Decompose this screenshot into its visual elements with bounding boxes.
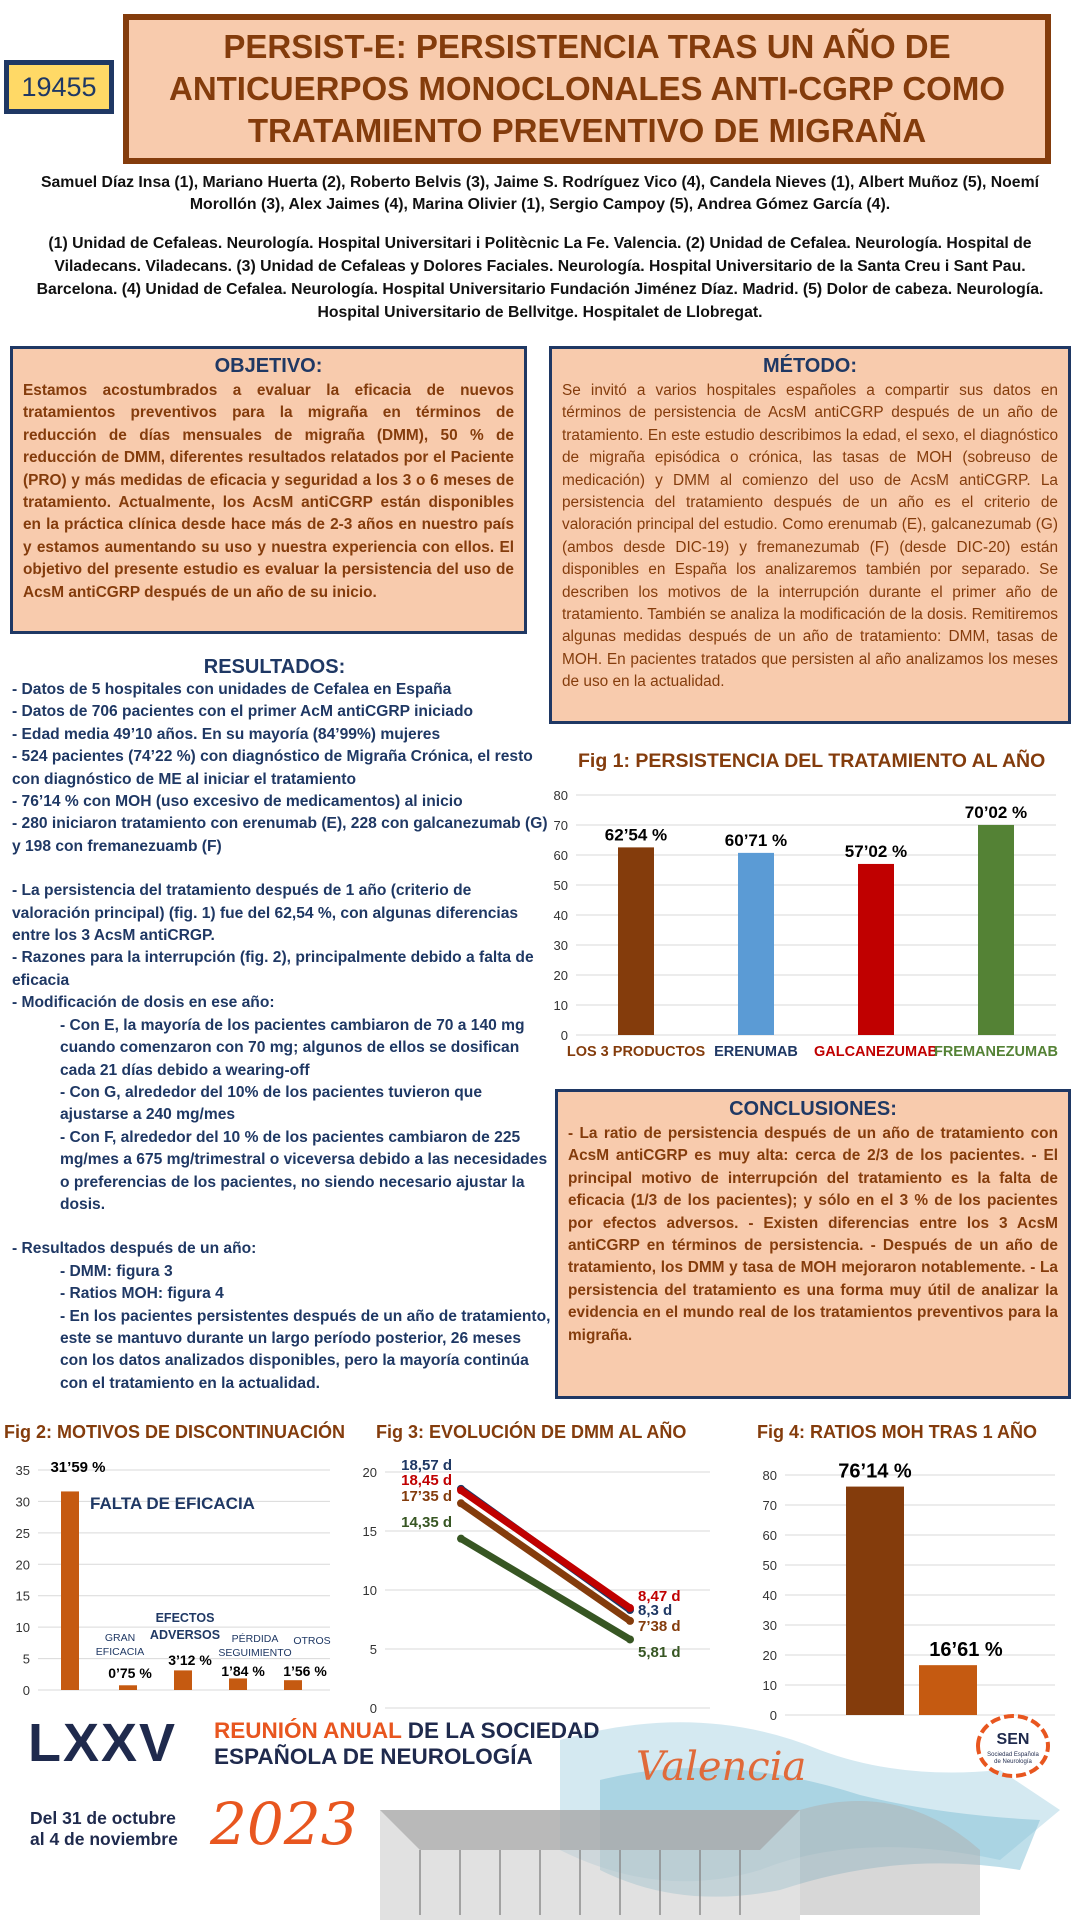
fig2-category-label: SEGUIMIENTO <box>218 1647 292 1659</box>
fig2-tick-label: 35 <box>15 1463 30 1478</box>
fig3-tick-label: 5 <box>369 1642 377 1657</box>
fig3-tick-label: 10 <box>362 1583 377 1598</box>
fig2-category-label: ADVERSOS <box>149 1628 221 1642</box>
fig1-tick-label: 50 <box>553 878 568 893</box>
fig4-tick-label: 70 <box>762 1498 777 1513</box>
sen-logo-icon <box>966 1712 1060 1786</box>
fig4-data-label: 16’61 % <box>929 1639 1003 1662</box>
fig2-bar <box>61 1491 79 1690</box>
fig2-tick-label: 20 <box>15 1557 30 1573</box>
sen-logo-sub1: Sociedad Española <box>987 1752 1039 1758</box>
fig1-title: Fig 1: PERSISTENCIA DEL TRATAMIENTO AL AÑO <box>578 750 1046 772</box>
fig3-series-line <box>461 1503 630 1621</box>
fig1-category-label: ERENUMAB <box>714 1044 798 1060</box>
fig1-tick-label: 70 <box>553 818 568 833</box>
result-line: - Modificación de dosis en ese año: <box>12 994 275 1012</box>
fig1-category-label: GALCANEZUMAB <box>813 1044 939 1060</box>
dose-line: - Con F, alrededor del 10 % de los pacientes cambiaron de 225 mg/mes a 675 mg/trimestral o viceversa debido a las necesidades o preferencias de los pacientes, no siendo necesario ajustar la dosis. <box>60 1128 548 1213</box>
fig4-data-label: 76’14 % <box>838 1460 912 1483</box>
fig3-start-label: 14,35 d <box>401 1514 452 1531</box>
resultados-section <box>12 656 552 1395</box>
fig3-point <box>626 1617 634 1625</box>
fig3-title: Fig 3: EVOLUCIÓN DE DMM AL AÑO <box>376 1422 687 1442</box>
fig2-data-label: 31’59 % <box>50 1459 106 1476</box>
objetivo-panel <box>10 346 527 634</box>
fig2-category-label: GRAN <box>104 1632 136 1644</box>
fig2-bar <box>229 1678 247 1690</box>
fig4-tick-label: 40 <box>762 1588 777 1603</box>
after-year-title: - Resultados después de un año: <box>12 1240 257 1258</box>
metodo-title: MÉTODO: <box>762 355 858 377</box>
fig4-tick-label: 50 <box>762 1558 777 1573</box>
fig2-data-label: 3’12 % <box>168 1652 212 1668</box>
fig3-end-label: 7’38 d <box>638 1618 681 1635</box>
fig1-tick-label: 40 <box>553 908 568 923</box>
fig2-category-label: EFICACIA <box>95 1646 145 1658</box>
fig4-title: Fig 4: RATIOS MOH TRAS 1 AÑO <box>757 1422 1038 1442</box>
poster-title: PERSIST-E: PERSISTENCIA TRAS UN AÑO DE ANTICUERPOS MONOCLONALES ANTI-CGRP COMO TRATAMIENTO PREVENTIVO DE MIGRAÑA <box>168 28 1005 149</box>
after-year-line: - Ratios MOH: figura 4 <box>60 1285 224 1303</box>
fig2-bar <box>174 1670 192 1690</box>
fig2-data-label: 0’75 % <box>108 1665 152 1681</box>
fig2-category-label: PÉRDIDA <box>231 1633 279 1645</box>
fig4-tick-label: 0 <box>769 1708 777 1720</box>
result-line: - Datos de 706 pacientes con el primer AcM antiCGRP iniciado <box>12 703 474 721</box>
resultados-title: RESULTADOS: <box>203 656 346 678</box>
objetivo-text: Estamos acostumbrados a evaluar la eficacia de nuevos tratamientos preventivos para la migraña en términos de reducción de días mensuales de migraña (DMM), 50 % de reducción de DMM, diferentes resultados relatados por el Paciente (PRO) y más medidas de eficacia y seguridad a los 3 o 6 meses de tratamiento. Actualmente, los AcsM antiCGRP están disponibles en la práctica clínica desde hace más de 2-3 años en nuestro país y estamos aumentando su uso y nuestra experiencia con ellos. El objetivo del presente estudio es evaluar la persistencia del uso de AcsM antiCGRP después de un año de su inicio. <box>23 382 514 601</box>
fig1-data-label: 70’02 % <box>964 802 1028 822</box>
footer-city: Valencia <box>636 1744 807 1790</box>
fig1-tick-label: 0 <box>560 1028 568 1043</box>
sen-logo-text: SEN <box>996 1731 1030 1748</box>
metodo-text: Se invitó a varios hospitales españoles a compartir sus datos en términos de persistencia de AcsM antiCGRP después de un año de tratamiento. En este estudio describimos la edad, el sexo, el diagnóstico de migraña episódica o crónica, las tasas de MOH (sobreuso de medicación) y DMM al comienzo del uso de AcsM antiCGRP. La persistencia del tratamiento después de un año es el criterio de valoración principal del estudio. Como erenumab (E), galcanezumab (G) (ambos desde DIC-19) y fremanezumab (F) (desde DIC-20) están disponibles en España los analizaremos también por separado. Se describen los motivos de la interrupción durante el primer año de tratamiento. También se analiza la modificación de la dosis. Remitiremos algunas medidas después de un año de tratamiento: DMM, tasas de MOH. En pacientes tratados que persisten al año analizamos los meses de uso en la actualidad. <box>562 382 1058 691</box>
dose-line: - Con E, la mayoría de los pacientes cambiaron de 70 a 140 mg cuando comenzaron con 70 mg; algunos de ellos se dosifican cada 21 días debido a wearing-off <box>60 1016 525 1079</box>
fig3-start-label: 18,57 d <box>401 1457 452 1474</box>
result-line: - La persistencia del tratamiento después de 1 año (criterio de valoración principal) (fig. 1) fue del 62,54 %, con algunas diferencias entre los 3 AcsM antiCRGP. <box>12 882 519 945</box>
result-line: - 76’14 % con MOH (uso excesivo de medicamentos) al inicio <box>12 793 463 811</box>
fig4-tick-label: 80 <box>762 1468 777 1483</box>
fig1-tick-label: 30 <box>553 938 568 953</box>
fig2-title: Fig 2: MOTIVOS DE DISCONTINUACIÓN <box>4 1422 346 1442</box>
fig3-tick-label: 20 <box>362 1465 377 1480</box>
fig1-category-label: LOS 3 PRODUCTOS <box>566 1044 706 1060</box>
fig1-tick-label: 20 <box>553 968 568 983</box>
fig1-bar <box>618 847 654 1035</box>
fig1-tick-label: 10 <box>553 998 568 1013</box>
fig2-category-label: FALTA DE EFICACIA <box>90 1494 255 1513</box>
fig3-tick-label: 15 <box>362 1524 377 1539</box>
fig1-data-label: 57’02 % <box>844 841 908 861</box>
result-spacer <box>12 858 552 880</box>
fig4-tick-label: 30 <box>762 1618 777 1633</box>
footer-year: 2023 <box>210 1790 358 1858</box>
title-box <box>123 14 1051 164</box>
fig4-tick-label: 10 <box>762 1678 777 1693</box>
fig2-category-label: EFECTOS <box>155 1611 215 1625</box>
fig1-tick-label: 80 <box>553 788 568 803</box>
result-line: - Edad media 49’10 años. En su mayoría (84’99%) mujeres <box>12 725 441 743</box>
sen-logo-sub2: de Neurología <box>994 1759 1032 1765</box>
footer-edition: LXXV <box>28 1713 178 1773</box>
fig1-tick-label: 60 <box>553 848 568 863</box>
fig3-start-label: 17’35 d <box>401 1488 452 1505</box>
fig2-data-label: 1’56 % <box>283 1663 327 1679</box>
footer-dates-line2: al 4 de noviembre <box>30 1829 178 1849</box>
fig3-end-label: 5,81 d <box>638 1644 681 1661</box>
footer-dates-line1: Del 31 de octubre <box>30 1808 176 1828</box>
result-spacer <box>12 1216 552 1238</box>
fig3-point <box>457 1486 465 1494</box>
fig3-start-label: 18,45 d <box>401 1472 452 1489</box>
fig1-chart <box>546 785 1081 1070</box>
fig1-data-label: 60’71 % <box>724 830 788 850</box>
footer-meeting-name <box>214 1718 599 1770</box>
fig3-point <box>626 1604 634 1612</box>
fig3-tick-label: 0 <box>369 1701 377 1715</box>
footer-dates <box>30 1808 178 1850</box>
fig4-chart <box>745 1450 1065 1720</box>
fig3-end-label: 8,3 d <box>638 1602 673 1619</box>
conclusiones-text: - La ratio de persistencia después de un año de tratamiento con AcsM antiCGRP es muy alta: cerca de 2/3 de los pacientes. - El principal motivo de interrupción del tratamiento es la falta de eficacia (1/3 de los pacientes); y sólo en el 3 % de los pacientes por efectos adversos. - Existen diferencias entre los 3 AcsM antiCGRP en términos de persistencia. - Después de un año de tratamiento, los DMM y tasa de MOH mejoraron notablemente. - La persistencia del tratamiento es una forma muy útil de analizar la evidencia en el mundo real de los tratamientos preventivos para la migraña. <box>568 1125 1058 1344</box>
footer-meeting-line2: ESPAÑOLA DE NEUROLOGÍA <box>214 1744 533 1769</box>
result-line: - Razones para la interrupción (fig. 2), principalmente debido a falta de eficacia <box>12 949 534 989</box>
fig2-tick-label: 30 <box>15 1494 30 1510</box>
fig4-tick-label: 60 <box>762 1528 777 1543</box>
fig1-category-label: FREMANEZUMAB <box>933 1044 1059 1060</box>
fig1-data-label: 62’54 % <box>604 825 668 845</box>
fig3-point <box>626 1635 634 1643</box>
fig3-point <box>457 1499 465 1507</box>
fig2-tick-label: 10 <box>15 1620 30 1636</box>
after-year-line: - DMM: figura 3 <box>60 1262 173 1280</box>
fig3-point <box>457 1535 465 1543</box>
fig2-category-label: OTROS <box>293 1635 331 1647</box>
fig2-tick-label: 0 <box>22 1683 30 1698</box>
fig2-tick-label: 5 <box>22 1651 30 1667</box>
fig3-chart <box>355 1450 730 1715</box>
fig2-bar <box>284 1680 302 1690</box>
fig4-tick-label: 20 <box>762 1648 777 1663</box>
objetivo-title: OBJETIVO: <box>214 355 323 377</box>
fig3-end-label: 8,47 d <box>638 1588 681 1605</box>
footer-meeting-line1b: DE LA SOCIEDAD <box>401 1718 600 1743</box>
fig2-chart <box>0 1450 350 1700</box>
result-line: - 280 iniciaron tratamiento con erenumab (E), 228 con galcanezumab (G) y 198 con fremanezuamb (F) <box>12 815 548 855</box>
poster-id-badge <box>4 60 114 114</box>
fig1-bar <box>738 853 774 1035</box>
fig1-bar <box>858 864 894 1035</box>
fig2-tick-label: 15 <box>15 1588 30 1604</box>
fig2-data-label: 1’84 % <box>221 1663 265 1679</box>
affiliations: (1) Unidad de Cefaleas. Neurología. Hospital Universitari i Politècnic La Fe. Valencia. (2) Unidad de Cefalea. Neurología. Hospital de Viladecans. Viladecans. (3) Unidad de Cefaleas y Dolores Faciales. Neurología. Hospital Universitario de la Santa Creu i Sant Pau. Barcelona. (4) Unidad de Cefalea. Neurología. Hospital Universitario Fundación Jiménez Díaz. Madrid. (5) Dolor de cabeza. Neurología. Hospital Universitario de Bellvitge. Hospitalet de Llobregat. <box>36 235 1044 321</box>
metodo-panel <box>549 346 1071 724</box>
dose-line: - Con G, alrededor del 10% de los pacientes tuvieron que ajustarse a 240 mg/mes <box>60 1083 482 1124</box>
conclusiones-title: CONCLUSIONES: <box>729 1098 897 1120</box>
after-year-line: - En los pacientes persistentes después de un año de tratamiento, este se mantuvo durante un largo período posterior, 26 meses con los datos analizados disponibles, pero la mayoría continúa con el tratamiento en la actualidad. <box>60 1307 551 1392</box>
footer-meeting-line1a: REUNIÓN ANUAL <box>214 1718 402 1743</box>
result-line: - 524 pacientes (74’22 %) con diagnóstico de Migraña Crónica, el resto con diagnóstico de ME al iniciar el tratamiento <box>12 748 533 788</box>
fig1-bar <box>978 825 1014 1035</box>
conclusiones-panel <box>555 1089 1071 1399</box>
authors: Samuel Díaz Insa (1), Mariano Huerta (2), Roberto Belvis (3), Jaime S. Rodríguez Vico (4), Candela Nieves (1), Albert Muñoz (5), Noemí Morollón (3), Alex Jaimes (4), Marina Olivier (1), Sergio Campoy (5), Andrea Gómez García (4). <box>40 174 1040 213</box>
fig4-bar <box>846 1487 904 1715</box>
fig2-tick-label: 25 <box>15 1525 30 1541</box>
fig2-bar <box>119 1685 137 1690</box>
result-line: - Datos de 5 hospitales con unidades de Cefalea en España <box>12 681 452 698</box>
poster-id-text: 19455 <box>21 71 97 102</box>
